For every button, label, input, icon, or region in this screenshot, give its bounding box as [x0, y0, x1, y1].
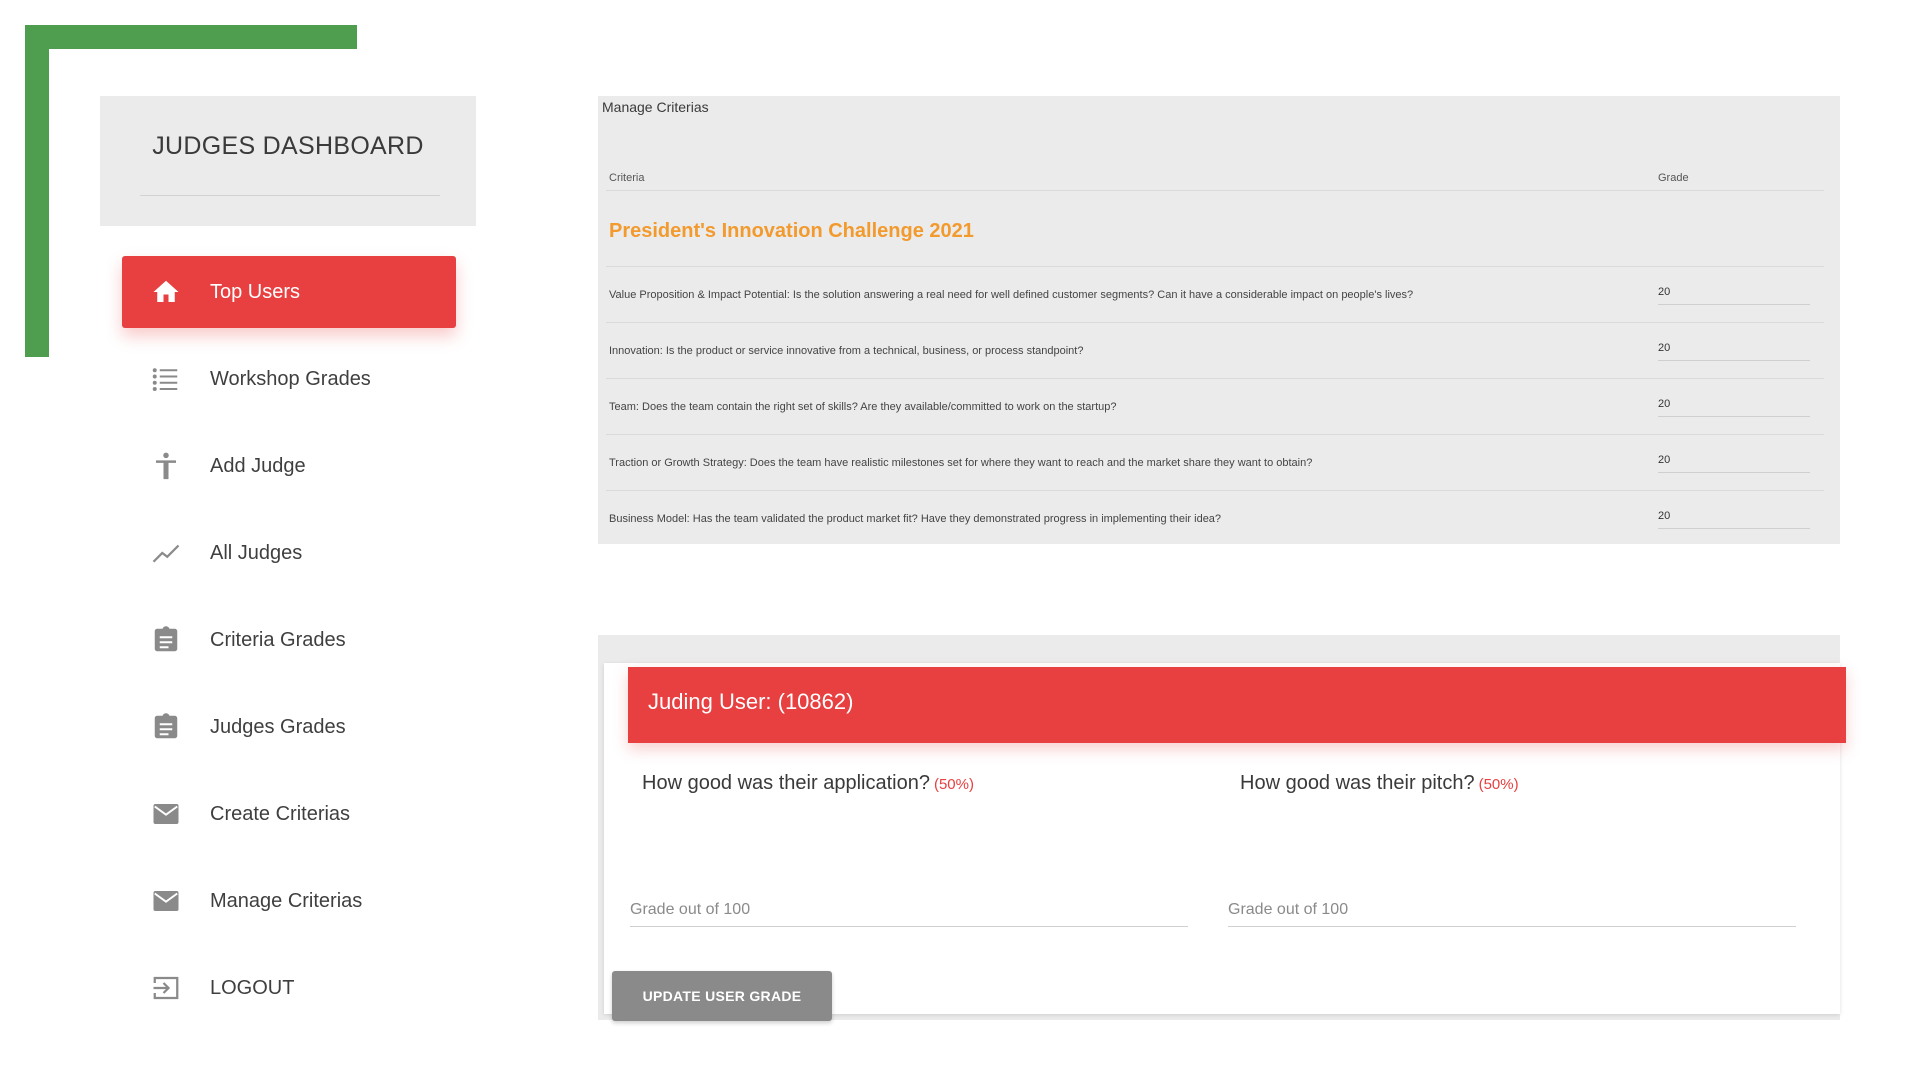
logout-icon	[150, 972, 182, 1004]
application-grade-input[interactable]	[630, 893, 1188, 927]
clipboard-icon	[150, 624, 182, 656]
weight-label: (50%)	[933, 776, 974, 793]
list-icon	[150, 363, 182, 395]
sidebar-item-create-criterias[interactable]	[122, 778, 456, 850]
criteria-grade[interactable]: 20	[1658, 510, 1810, 529]
home-icon	[150, 276, 182, 308]
column-header-grade: Grade	[1658, 172, 1689, 184]
criteria-grade[interactable]: 20	[1658, 342, 1810, 361]
challenge-title: President's Innovation Challenge 2021	[609, 220, 974, 242]
sidebar-item-label: Manage Criterias	[210, 889, 363, 912]
criteria-text: Team: Does the team contain the right set of skills? Are they available/committed to work on the startup?	[609, 401, 1117, 413]
header-divider	[606, 190, 1824, 191]
sidebar-item-criteria-grades[interactable]	[122, 604, 456, 676]
question-text: How good was their pitch?	[1240, 772, 1475, 794]
sidebar-item-judges-grades[interactable]	[122, 691, 456, 763]
sidebar-item-logout[interactable]	[122, 952, 456, 1024]
column-header-criteria: Criteria	[609, 172, 645, 184]
pitch-question	[1240, 772, 1519, 795]
sidebar-item-label: Top Users	[210, 280, 301, 303]
table-row	[598, 323, 1840, 379]
sidebar-item-label: Judges Grades	[210, 715, 346, 738]
sidebar-item-workshop-grades[interactable]	[122, 343, 456, 415]
manage-criterias-panel	[598, 96, 1840, 544]
trend-icon	[150, 537, 182, 569]
criteria-text: Traction or Growth Strategy: Does the team have realistic milestones set for where they want to reach and the market share they want to obtain?	[609, 457, 1313, 469]
weight-label: (50%)	[1478, 776, 1519, 793]
sidebar-header	[100, 96, 476, 226]
question-text: How good was their application?	[642, 772, 930, 794]
update-user-grade-button[interactable]: UPDATE USER GRADE	[612, 971, 832, 1021]
sidebar-divider	[140, 195, 440, 196]
sidebar-item-label: LOGOUT	[210, 976, 295, 999]
decor-bar-left	[25, 25, 49, 357]
sidebar-title: JUDGES DASHBOARD	[152, 132, 424, 160]
sidebar-item-label: Create Criterias	[210, 802, 351, 825]
sidebar-item-all-judges[interactable]	[122, 517, 456, 589]
sidebar-item-manage-criterias[interactable]	[122, 865, 456, 937]
table-row	[598, 379, 1840, 435]
pitch-grade-input[interactable]	[1228, 893, 1796, 927]
person-icon	[150, 450, 182, 482]
clipboard-icon	[150, 711, 182, 743]
sidebar-item-label: Criteria Grades	[210, 628, 346, 651]
criteria-grade[interactable]: 20	[1658, 398, 1810, 417]
criteria-grade[interactable]: 20	[1658, 454, 1810, 473]
judging-section	[598, 635, 1840, 1020]
judging-card	[604, 663, 1840, 1014]
sidebar-item-top-users[interactable]	[122, 256, 456, 328]
criteria-grade[interactable]: 20	[1658, 286, 1810, 305]
application-question	[642, 772, 974, 795]
sidebar-item-label: Add Judge	[210, 454, 306, 477]
judging-title: Juding User: (10862)	[648, 689, 854, 714]
sidebar-item-add-judge[interactable]	[122, 430, 456, 502]
table-row	[598, 267, 1840, 323]
decor-bar-top	[25, 25, 357, 49]
sidebar-item-label: All Judges	[210, 541, 303, 564]
table-row	[598, 491, 1840, 547]
criteria-text: Innovation: Is the product or service innovative from a technical, business, or process standpoint?	[609, 345, 1084, 357]
mail-icon	[150, 798, 182, 830]
panel-title: Manage Criterias	[602, 99, 709, 115]
sidebar-item-label: Workshop Grades	[210, 367, 371, 390]
sidebar-nav	[122, 256, 456, 1039]
mail-icon	[150, 885, 182, 917]
criteria-text: Business Model: Has the team validated the product market fit? Have they demonstrated progress in implementing their idea?	[609, 513, 1222, 525]
table-row	[598, 435, 1840, 491]
judging-header	[628, 667, 1846, 743]
criteria-text: Value Proposition & Impact Potential: Is the solution answering a real need for well defined customer segments? Can it have a considerable impact on people's lives?	[609, 289, 1414, 301]
